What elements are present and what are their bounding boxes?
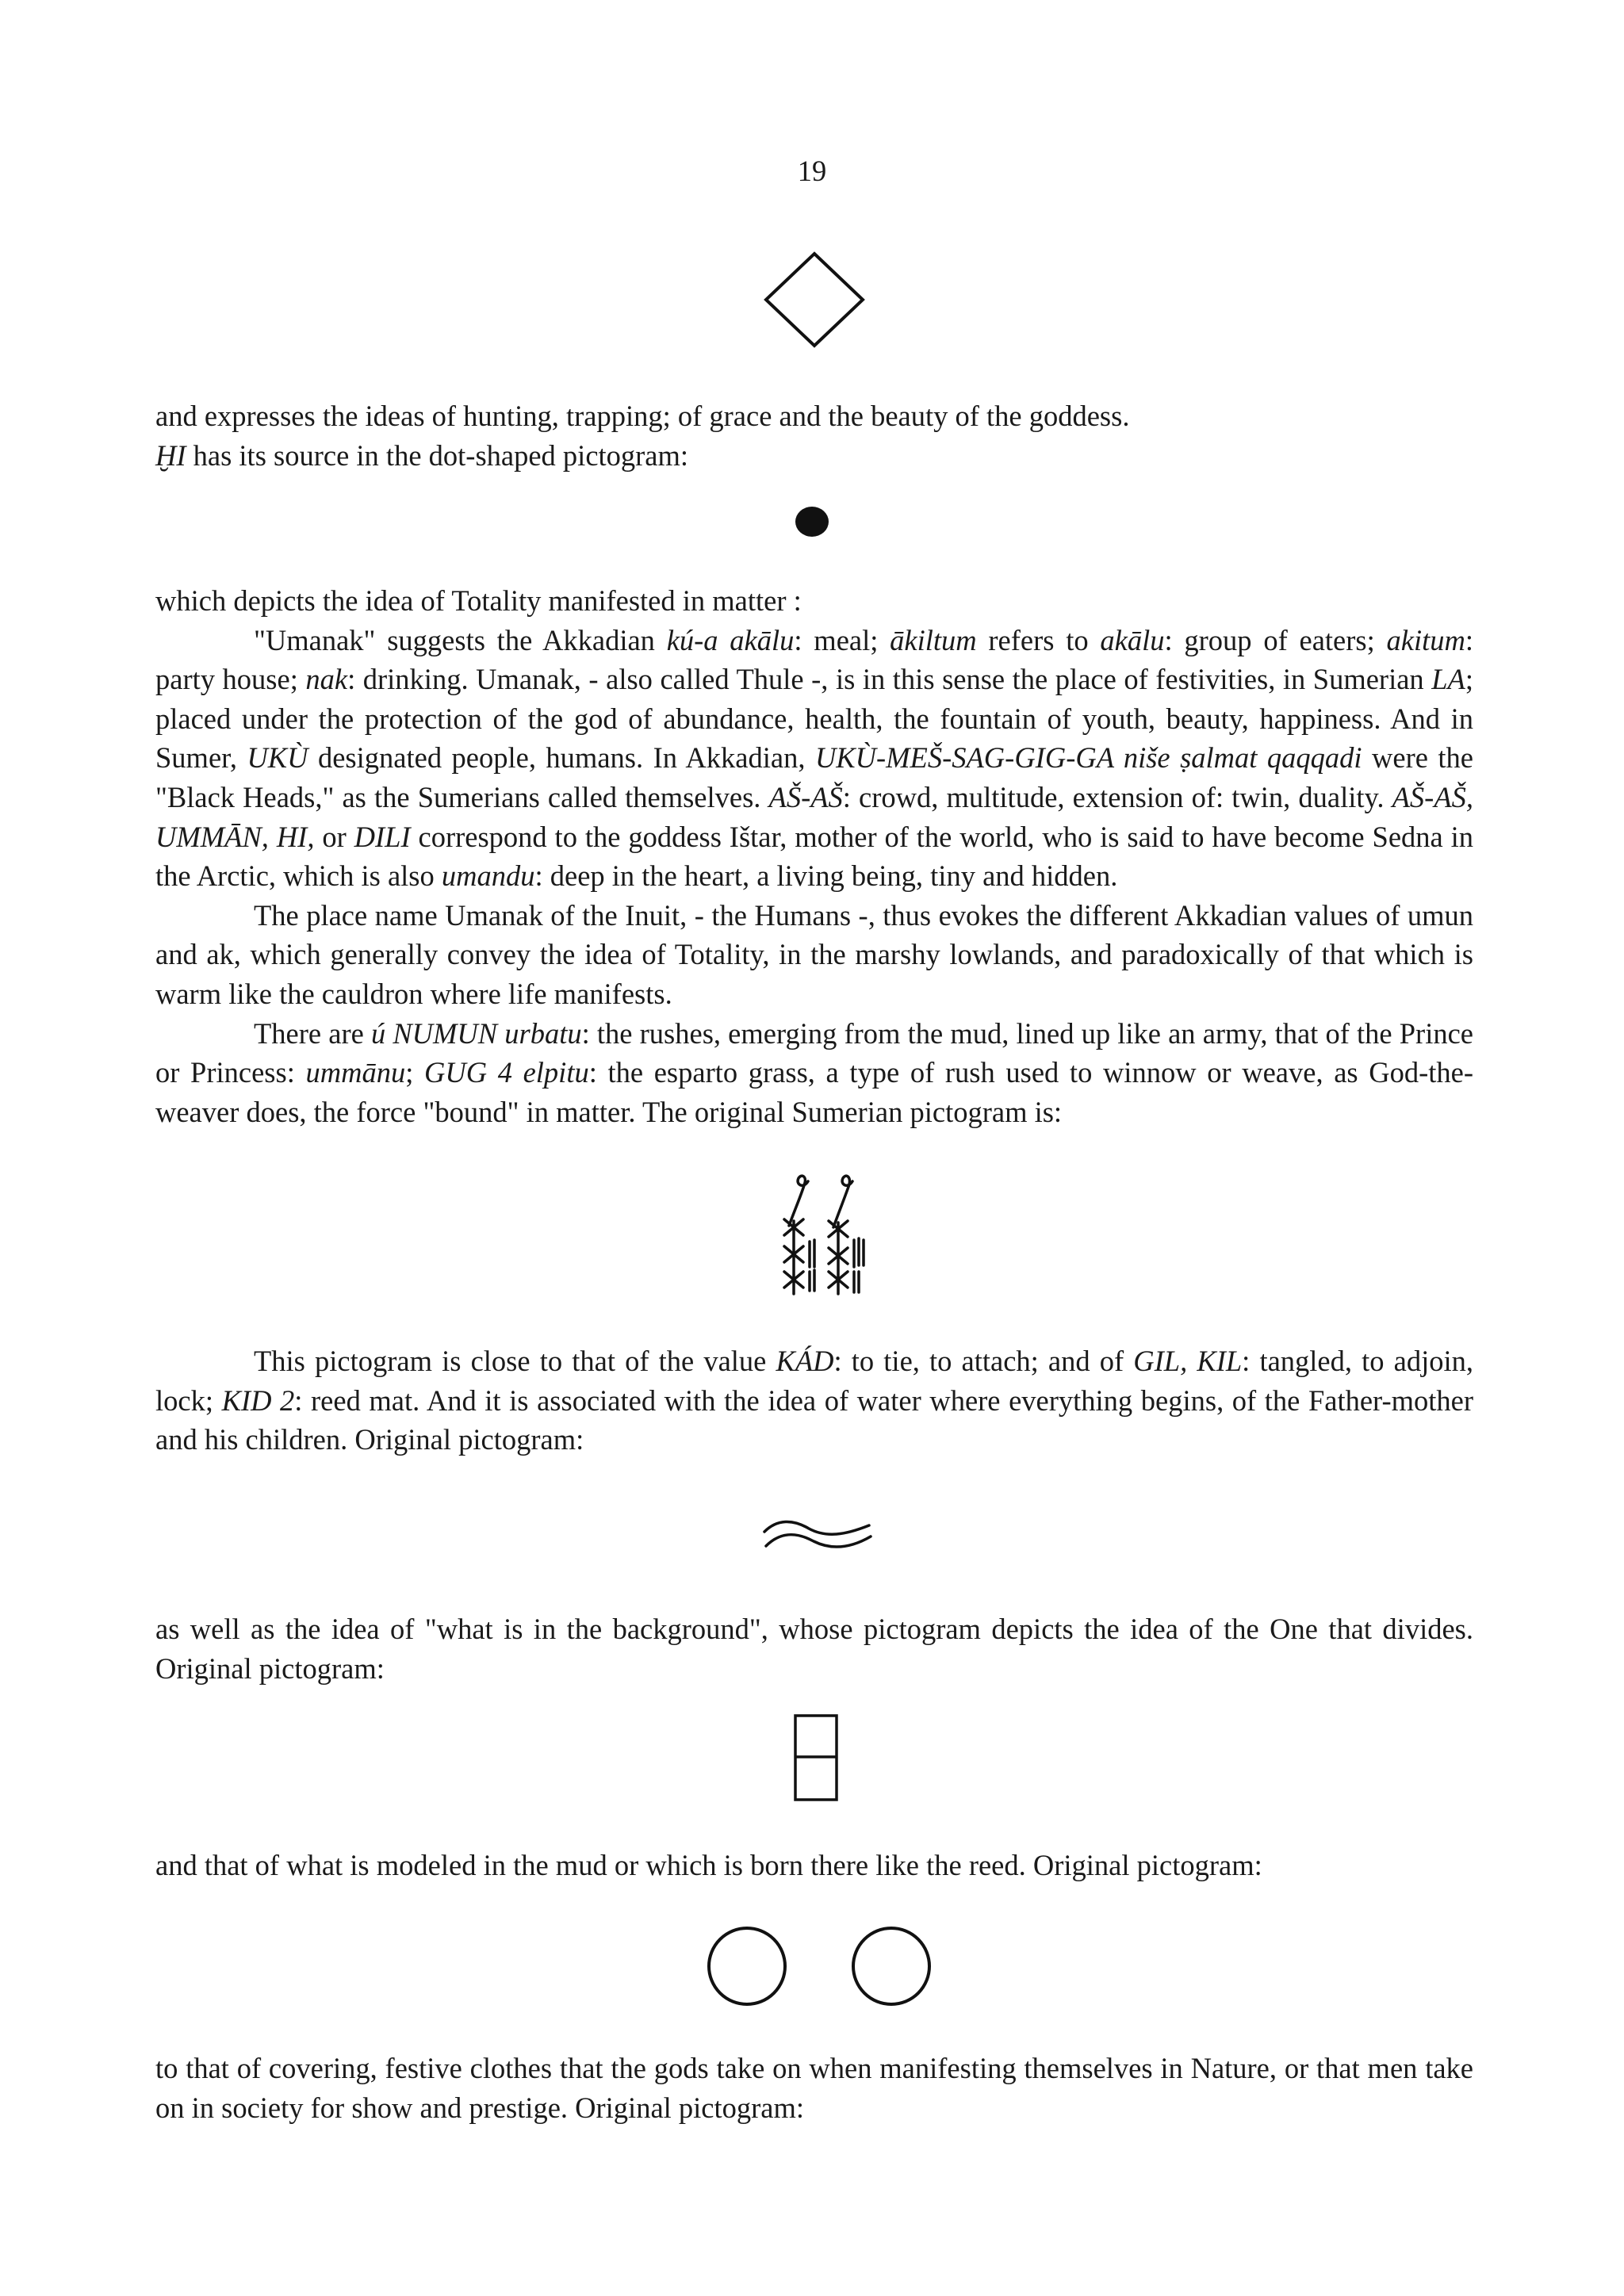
text-run: "Umanak" suggests the Akkadian [254, 623, 667, 656]
diamond-pictogram [761, 251, 868, 349]
text-block-3 [155, 1341, 1473, 1460]
text-run: The place name Umanak of the Inuit, - the Humans -, thus evokes the different Akkadian values of umun and ak, which generally convey the idea of Totality, in the marshy lowlands, and paradoxically of that which is warm like the cauldron where life manifests. [155, 898, 1473, 1010]
page-number: 19 [797, 155, 827, 187]
two-circles-pictogram [703, 1922, 936, 2011]
text-run: : reed mat. And it is associated with the idea of water where everything begins, of the Father-mother and his children. Original pictogram: [155, 1383, 1474, 1456]
text-run: : the rushes, emerging from the mud, lined up like an army, that of the Prince or Princess: [155, 1016, 1473, 1089]
italic-term: UKÙ-MEŠ-SAG-GIG-GA niše ṣalmat qaqqadi [814, 741, 1362, 775]
text-run: : to tie, to attach; and of [833, 1345, 1134, 1377]
paragraph [155, 581, 1473, 621]
italic-term: ú NUMUN urbatu [370, 1016, 582, 1050]
dot-pictogram [793, 504, 831, 539]
italic-term: ummānu [305, 1056, 406, 1089]
italic-term: LA [1431, 663, 1465, 696]
text-run: : drinking. Umanak, - also called Thule -, is in this sense the place of festivities, in Sumerian [347, 663, 1432, 696]
text-run: : tangled, to adjoin, lock; [155, 1345, 1473, 1417]
italic-term: KÁD [776, 1345, 834, 1377]
text-block-5 [155, 1846, 1473, 1885]
text-block-6 [155, 2049, 1473, 2127]
paragraph [155, 1609, 1473, 1688]
italic-term: DILI [354, 820, 411, 853]
paragraph [155, 621, 1473, 896]
text-run: designated people, humans. In Akkadian, [308, 741, 815, 775]
text-run: This pictogram is close to that of the value [254, 1345, 776, 1377]
italic-term: Ḫ [155, 438, 177, 472]
text-run: : group of eaters; [1164, 623, 1387, 656]
divided-rectangle-pictogram [791, 1712, 841, 1803]
italic-term: I [176, 438, 186, 472]
paragraph [155, 396, 1473, 436]
text-run: correspond to the goddess Ištar, mother of the world, who is said to have become Sedna in the Arctic, which is also [155, 820, 1473, 893]
text-run: : party house; [155, 623, 1473, 696]
italic-term: akālu [1100, 623, 1165, 656]
italic-term: AŠ-AŠ, UMMĀN, HI, [155, 780, 1473, 853]
text-block-1 [155, 396, 1473, 475]
italic-term: KID 2 [221, 1383, 295, 1417]
paragraph [155, 1341, 1473, 1460]
text-run: or [314, 820, 354, 853]
text-run: which depicts the idea of Totality manifested in matter : [155, 584, 802, 617]
text-run: ; [405, 1056, 424, 1089]
italic-term: AŠ-AŠ [768, 780, 843, 813]
text-block-4 [155, 1609, 1473, 1688]
italic-term: umandu [441, 859, 535, 893]
text-run: has its source in the dot-shaped pictogram: [186, 438, 689, 472]
text-run: : meal; [794, 623, 891, 656]
text-run: : the esparto grass, a type of rush used to winnow or weave, as God-the-weaver does, the force "bound" in matter. The original Sumerian pictogram is: [155, 1056, 1474, 1128]
text-run: as well as the idea of "what is in the background", whose pictogram depicts the idea of the One that divides. Original pictogram: [155, 1613, 1473, 1685]
text-run: : crowd, multitude, extension of: twin, duality. [842, 780, 1392, 813]
italic-term: GIL, KIL [1133, 1345, 1243, 1377]
text-run: There are [254, 1016, 371, 1050]
text-run: were the "Black Heads," as the Sumerians called themselves. [155, 741, 1473, 813]
text-run: and expresses the ideas of hunting, trapping; of grace and the beauty of the goddess. [155, 400, 1130, 432]
text-run: to that of covering, festive clothes that the gods take on when manifesting themselves in Nature, or that men take on in society for show and prestige. Original pictogram: [155, 2052, 1473, 2124]
paragraph [155, 2049, 1473, 2127]
italic-term: akitum [1386, 623, 1465, 656]
paragraph [155, 436, 1473, 476]
italic-term: GUG 4 elpitu [423, 1056, 589, 1089]
text-block-2 [155, 581, 1473, 1131]
italic-term: UKÙ [247, 741, 308, 775]
text-run: : deep in the heart, a living being, tiny and hidden. [534, 859, 1118, 893]
italic-term: kú-a akālu [666, 623, 795, 656]
paragraph [155, 1846, 1473, 1885]
rushes-pictogram [773, 1172, 876, 1299]
italic-term: ākiltum [890, 623, 977, 656]
italic-term: nak [305, 663, 348, 696]
text-run: ; placed under the protection of the god of abundance, health, the fountain of youth, beauty, happiness. And in Sumer, [155, 663, 1473, 775]
paragraph [155, 1014, 1473, 1132]
text-run: and that of what is modeled in the mud or which is born there like the reed. Original pictogram: [155, 1849, 1262, 1881]
water-pictogram [758, 1511, 877, 1559]
paragraph [155, 896, 1473, 1014]
text-run: refers to [976, 623, 1101, 656]
